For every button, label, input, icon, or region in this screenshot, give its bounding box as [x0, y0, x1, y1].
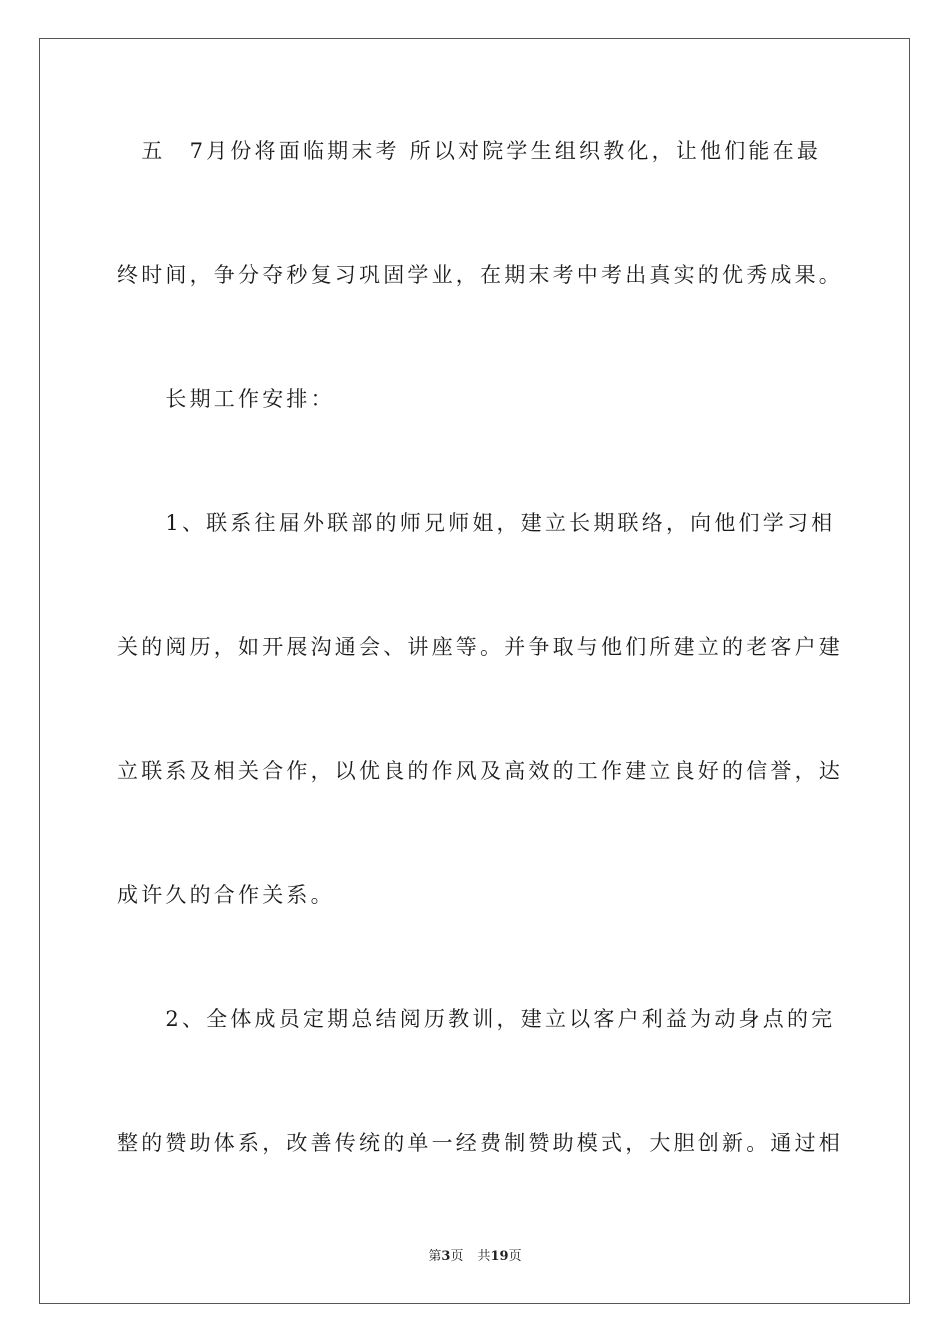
total-suffix: 页: [508, 1249, 522, 1264]
page-suffix: 页: [450, 1249, 464, 1264]
section-heading: 长期工作安排：: [117, 387, 335, 411]
page-footer: [0, 1248, 950, 1266]
paragraph-line: 五 7月份将面临期末考 所以对院学生组织教化，让他们能在最: [117, 139, 822, 163]
page-border: [39, 38, 910, 1304]
total-pages: 19: [490, 1249, 509, 1264]
paragraph-line: 终时间，争分夺秒复习巩固学业，在期末考中考出真实的优秀成果。: [117, 263, 843, 287]
paragraph-line: 1、联系往届外联部的师兄师姐，建立长期联络，向他们学习相: [117, 511, 836, 535]
paragraph-line: 2、全体成员定期总结阅历教训，建立以客户利益为动身点的完: [117, 1007, 836, 1031]
paragraph-line: 整的赞助体系，改善传统的单一经费制赞助模式，大胆创新。通过相: [117, 1131, 843, 1155]
paragraph-line: 关的阅历，如开展沟通会、讲座等。并争取与他们所建立的老客户建: [117, 635, 843, 659]
page-number: 3: [441, 1249, 451, 1264]
total-prefix: 共: [477, 1249, 491, 1264]
paragraph-line: 成许久的合作关系。: [117, 883, 335, 907]
paragraph-line: 立联系及相关合作，以优良的作风及高效的工作建立良好的信誉，达: [117, 759, 843, 783]
page-prefix: 第: [428, 1249, 442, 1264]
